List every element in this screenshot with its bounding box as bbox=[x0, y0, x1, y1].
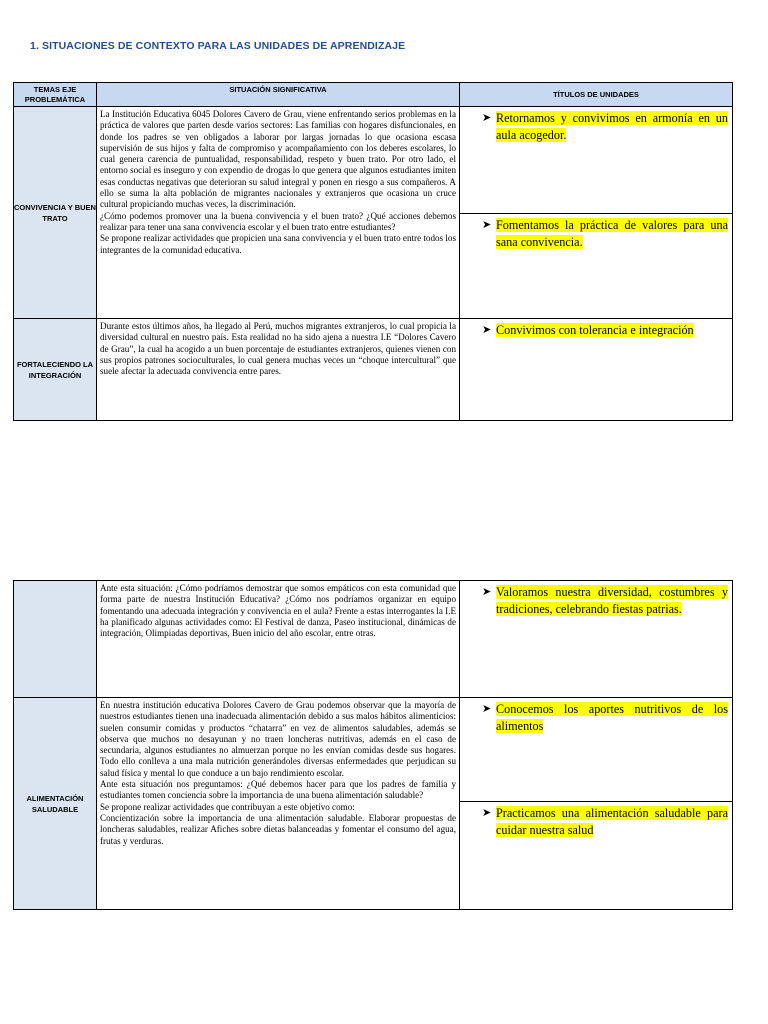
section-heading: 1. SITUACIONES DE CONTEXTO PARA LAS UNIDADES DE APRENDIZAJE bbox=[30, 40, 406, 52]
table-row bbox=[14, 698, 733, 910]
unit-title: Valoramos nuestra diversidad, costumbres y tradiciones, celebrando fiestas patrias. bbox=[496, 585, 728, 616]
unit-item bbox=[460, 319, 732, 339]
arrow-bullet-icon: ➤ bbox=[482, 324, 492, 336]
table-row bbox=[14, 581, 733, 698]
theme-cell: FORTALECIENDO LA INTEGRACIÓN bbox=[14, 319, 97, 421]
unit-item bbox=[460, 581, 732, 618]
table-row bbox=[14, 319, 733, 421]
units-cell bbox=[460, 581, 733, 698]
unit-item bbox=[460, 801, 732, 909]
situation-paragraph: ¿Cómo podemos promover una la buena convivencia y el buen trato? ¿Qué acciones debemos realizar para tener una sana convivencia escolar y el buen trato entre estudiantes? bbox=[100, 210, 456, 232]
table-row bbox=[14, 107, 733, 319]
unit-item bbox=[460, 107, 732, 213]
situation-cell bbox=[97, 107, 460, 319]
situation-cell bbox=[97, 581, 460, 698]
units-cell bbox=[460, 698, 733, 910]
unit-title: Conocemos los aportes nutritivos de los alimentos bbox=[496, 702, 728, 733]
context-table-2 bbox=[13, 580, 733, 910]
situation-paragraph: Ante esta situación: ¿Cómo podríamos demostrar que somos empáticos con esta comunidad que forma parte de nuestra Institución Educativa? ¿Cómo nos podríamos organizar en equipo fomentando una adecuada integración y convivencia en el aula? Frente a estas interrogantes la I.E ha planificado algunas actividades como: El Festival de danza, Paseo institucional, dinámicas de integración, Olimpiadas deportivas, Buen inicio del año escolar, entre otras. bbox=[100, 583, 456, 639]
header-themes: TEMAS EJE PROBLEMÁTICA bbox=[14, 83, 97, 107]
context-table-1 bbox=[13, 82, 733, 421]
unit-title: Convivimos con tolerancia e integración bbox=[496, 323, 694, 337]
situation-paragraph: Ante esta situación nos preguntamos: ¿Qué debemos hacer para que los padres de familia y estudiantes tomen conciencia sobre la importancia de una buena alimentación saludable? bbox=[100, 779, 456, 801]
header-row bbox=[14, 83, 733, 107]
unit-title: Retornamos y convivimos en armonía en un aula acogedor. bbox=[496, 111, 728, 142]
unit-item bbox=[460, 698, 732, 801]
situation-cell bbox=[97, 319, 460, 421]
situation-paragraph: La Institución Educativa 6045 Dolores Cavero de Grau, viene enfrentando serios problemas en la práctica de valores que parten desde varios sectores: Las familias con hogares disfuncionales, en donde los padres se ven obligados a laborar por largas jornadas lo que ocasiona escasa supervisión de sus hijos y falta de compromiso y acompañamiento con los deberes escolares, lo cual genera carencia de puntualidad, responsabilidad, respeto y buen trato. Por otro lado, el entorno social es inseguro y con expendio de drogas lo que genera que algunos estudiantes imiten esas conductas negativas que deterioran su salud integral y ponen en riesgo a sus compañeros. A ello se suma la alta población de migrantes nacionales y extranjeros que ocasiona un cruce cultural propiciando muchas veces, la discriminación. bbox=[100, 109, 456, 210]
arrow-bullet-icon: ➤ bbox=[482, 586, 492, 598]
situation-paragraph: Concientización sobre la importancia de una alimentación saludable. Elaborar propuestas de loncheras saludables, realizar Afiches sobre dietas balanceadas y fomentar el consumo del agua, frutas y verduras. bbox=[100, 812, 456, 846]
unit-title: Fomentamos la práctica de valores para una sana convivencia. bbox=[496, 218, 728, 249]
units-cell bbox=[460, 319, 733, 421]
header-situation: SITUACIÓN SIGNIFICATIVA bbox=[97, 83, 460, 107]
arrow-bullet-icon: ➤ bbox=[482, 807, 492, 819]
unit-item bbox=[460, 213, 732, 318]
unit-title: Practicamos una alimentación saludable para cuidar nuestra salud bbox=[496, 806, 728, 837]
situation-paragraph: En nuestra institución educativa Dolores Cavero de Grau podemos observar que la mayoría de nuestros estudiantes tienen una inadecuada alimentación debido a sus malos hábitos alimenticios: suelen consumir comidas y productos “chatarra” en vez de alimentos saludables, además se observa que muchos no desayunan y no traen loncheras nutritivas, además en el caso de secundaria, algunos estudiantes no almuerzan porque no les envían comidas desde sus hogares. Todo ello conlleva a una mala nutrición generándoles diversas enfermedades que perjudican su salud física y mental lo que conduce a un bajo rendimiento escolar. bbox=[100, 700, 456, 778]
arrow-bullet-icon: ➤ bbox=[482, 112, 492, 124]
arrow-bullet-icon: ➤ bbox=[482, 219, 492, 231]
situation-paragraph: Se propone realizar actividades que propicien una sana convivencia y el buen trato entre todos los integrantes de la comunidad educativa. bbox=[100, 233, 456, 255]
situation-paragraph: Durante estos últimos años, ha llegado al Perú, muchos migrantes extranjeros, lo cual propicia la diversidad cultural en nuestro país. Esta realidad no ha sido ajena a nuestra I.E “Dolores Cavero de Grau”, la cual ha acogido a un buen porcentaje de estudiantes extranjeros, quienes vienen con sus propios patrones socioculturales, lo cual genera muchas veces un “choque intercultural” que suele afectar la adecuada convivencia entre pares. bbox=[100, 321, 456, 377]
situation-cell bbox=[97, 698, 460, 910]
arrow-bullet-icon: ➤ bbox=[482, 703, 492, 715]
header-units: TÍTULOS DE UNIDADES bbox=[460, 83, 733, 107]
theme-cell bbox=[14, 581, 97, 698]
units-cell bbox=[460, 107, 733, 319]
theme-cell: ALIMENTACIÓN SALUDABLE bbox=[14, 698, 97, 910]
theme-cell: CONVIVENCIA Y BUEN TRATO bbox=[14, 107, 97, 319]
situation-paragraph: Se propone realizar actividades que contribuyan a este objetivo como: bbox=[100, 801, 355, 812]
